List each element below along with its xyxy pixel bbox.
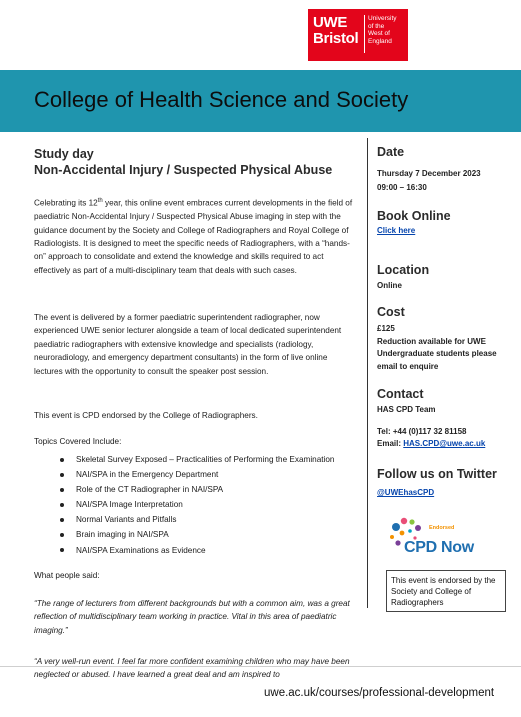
bullet-icon [60,503,64,507]
list-item [60,467,335,482]
cost-heading: Cost [377,305,405,319]
contact-tel: Tel: +44 (0)117 32 81158 [377,427,467,436]
list-item [60,482,335,497]
topic-text: NAI/SPA Examinations as Evidence [76,545,206,555]
college-title: College of Health Science and Society [34,87,409,112]
study-day-label: Study day [34,147,94,161]
intro-text-pre: Celebrating its 12 [34,198,98,208]
topic-text: NAI/SPA Image Interpretation [76,500,183,510]
twitter-heading: Follow us on Twitter [377,467,497,481]
bullet-icon [60,458,64,462]
twitter-handle-link[interactable]: @UWEhasCPD [377,488,435,497]
bullet-icon [60,533,64,537]
top-area [0,0,521,70]
cpd-now-text: CPD Now [404,539,474,556]
bullet-icon [60,548,64,552]
uwe-bristol-logo [308,9,408,61]
logo-sub-line: University [368,15,397,22]
header-band [0,70,521,132]
logo-separator [364,15,365,53]
list-item [60,497,335,512]
list-item [60,543,335,558]
contact-team: HAS CPD Team [377,405,436,414]
list-item [60,452,335,467]
bullet-icon [60,488,64,492]
topic-text: Role of the CT Radiographer in NAI/SPA [76,485,224,495]
topics-heading: Topics Covered Include: [34,437,122,446]
logo-sub-line: England [368,37,392,45]
event-title: Non-Accidental Injury / Suspected Physical Abuse [34,163,333,177]
email-link[interactable]: HAS.CPD@uwe.ac.uk [403,439,486,448]
list-item [60,512,335,527]
topic-text: NAI/SPA in the Emergency Department [76,470,219,480]
date-value: Thursday 7 December 2023 [377,169,481,178]
location-value: Online [377,281,402,290]
bullet-icon [60,518,64,522]
cost-note: Reduction available for UWE Undergraduate students please email to enquire [377,337,497,371]
cost-value: £125 [377,324,395,333]
cpd-endorsed-label: Endorsed [429,525,455,531]
logo-sub-line: of the [368,22,385,30]
topic-text: Normal Variants and Pitfalls [76,515,177,525]
topic-text: Skeletal Survey Exposed – Practicalities of Performing the Examination [76,455,335,464]
delivery-paragraph: The event is delivered by a former paediatric superintendent radiographer, now experienced UWE senior lecturer alongside a team of local dedicated superintendent paediatric radiographers with extensive knowledge and specialists (radiology, neuroradiology, and emergency department consultants) in the form of live online lectures with the opportunity to consult the speaker post session. [34,313,342,376]
logo-word-uwe: UWE [313,14,348,31]
endorsement-box: This event is endorsed by the Society and College of Radiographers [386,570,506,612]
contact-heading: Contact [377,387,424,401]
date-heading: Date [377,145,405,159]
book-online-link[interactable]: Click here [377,226,416,235]
intro-text-post: year, this online event embraces current developments in the field of paediatric Non-Accidental Injury / Suspected Physical Abuse imaging in step with the guidance document by the Society and College of Radiographers and Royal College of Radiologists. It is designed to meet the specific needs of Radiographers, with a “hands-on” approach to consolidate and extend the knowledge and skills required to act effectively as part of a multi-disciplinary team that deals with such cases. [34,198,353,275]
intro-paragraph [34,195,356,277]
footer-url[interactable]: uwe.ac.uk/courses/professional-development [264,687,495,699]
bullet-icon [60,473,64,477]
cpd-endorsed-paragraph: This event is CPD endorsed by the College of Radiographers. [34,411,258,420]
cpd-now-logo [386,513,476,565]
logo-sub-line: West of [368,30,390,37]
book-online-heading: Book Online [377,209,451,223]
testimonial-quote: “A very well-run event. I feel far more confident examining children who may have been neglected or abused. I have learned a great deal and am inspired to [34,657,350,680]
topics-list [60,452,335,558]
ordinal-suffix: th [97,198,103,204]
testimonials-heading: What people said: [34,571,100,580]
contact-email-row [377,438,517,450]
time-value: 09:00 – 16:30 [377,183,427,192]
column-divider [367,138,368,608]
logo-word-bristol: Bristol [313,30,359,47]
footer-divider [0,666,521,667]
list-item [60,527,335,542]
topic-text: Brain imaging in NAI/SPA [76,530,169,540]
logo-subtitle [368,15,408,45]
testimonial-quote: “The range of lecturers from different backgrounds but with a common aim, was a great reflection of multidisciplinary team working in practice. Vital in this area of paediatric imaging.” [34,599,350,635]
email-label: Email: [377,439,404,448]
location-heading: Location [377,263,430,277]
